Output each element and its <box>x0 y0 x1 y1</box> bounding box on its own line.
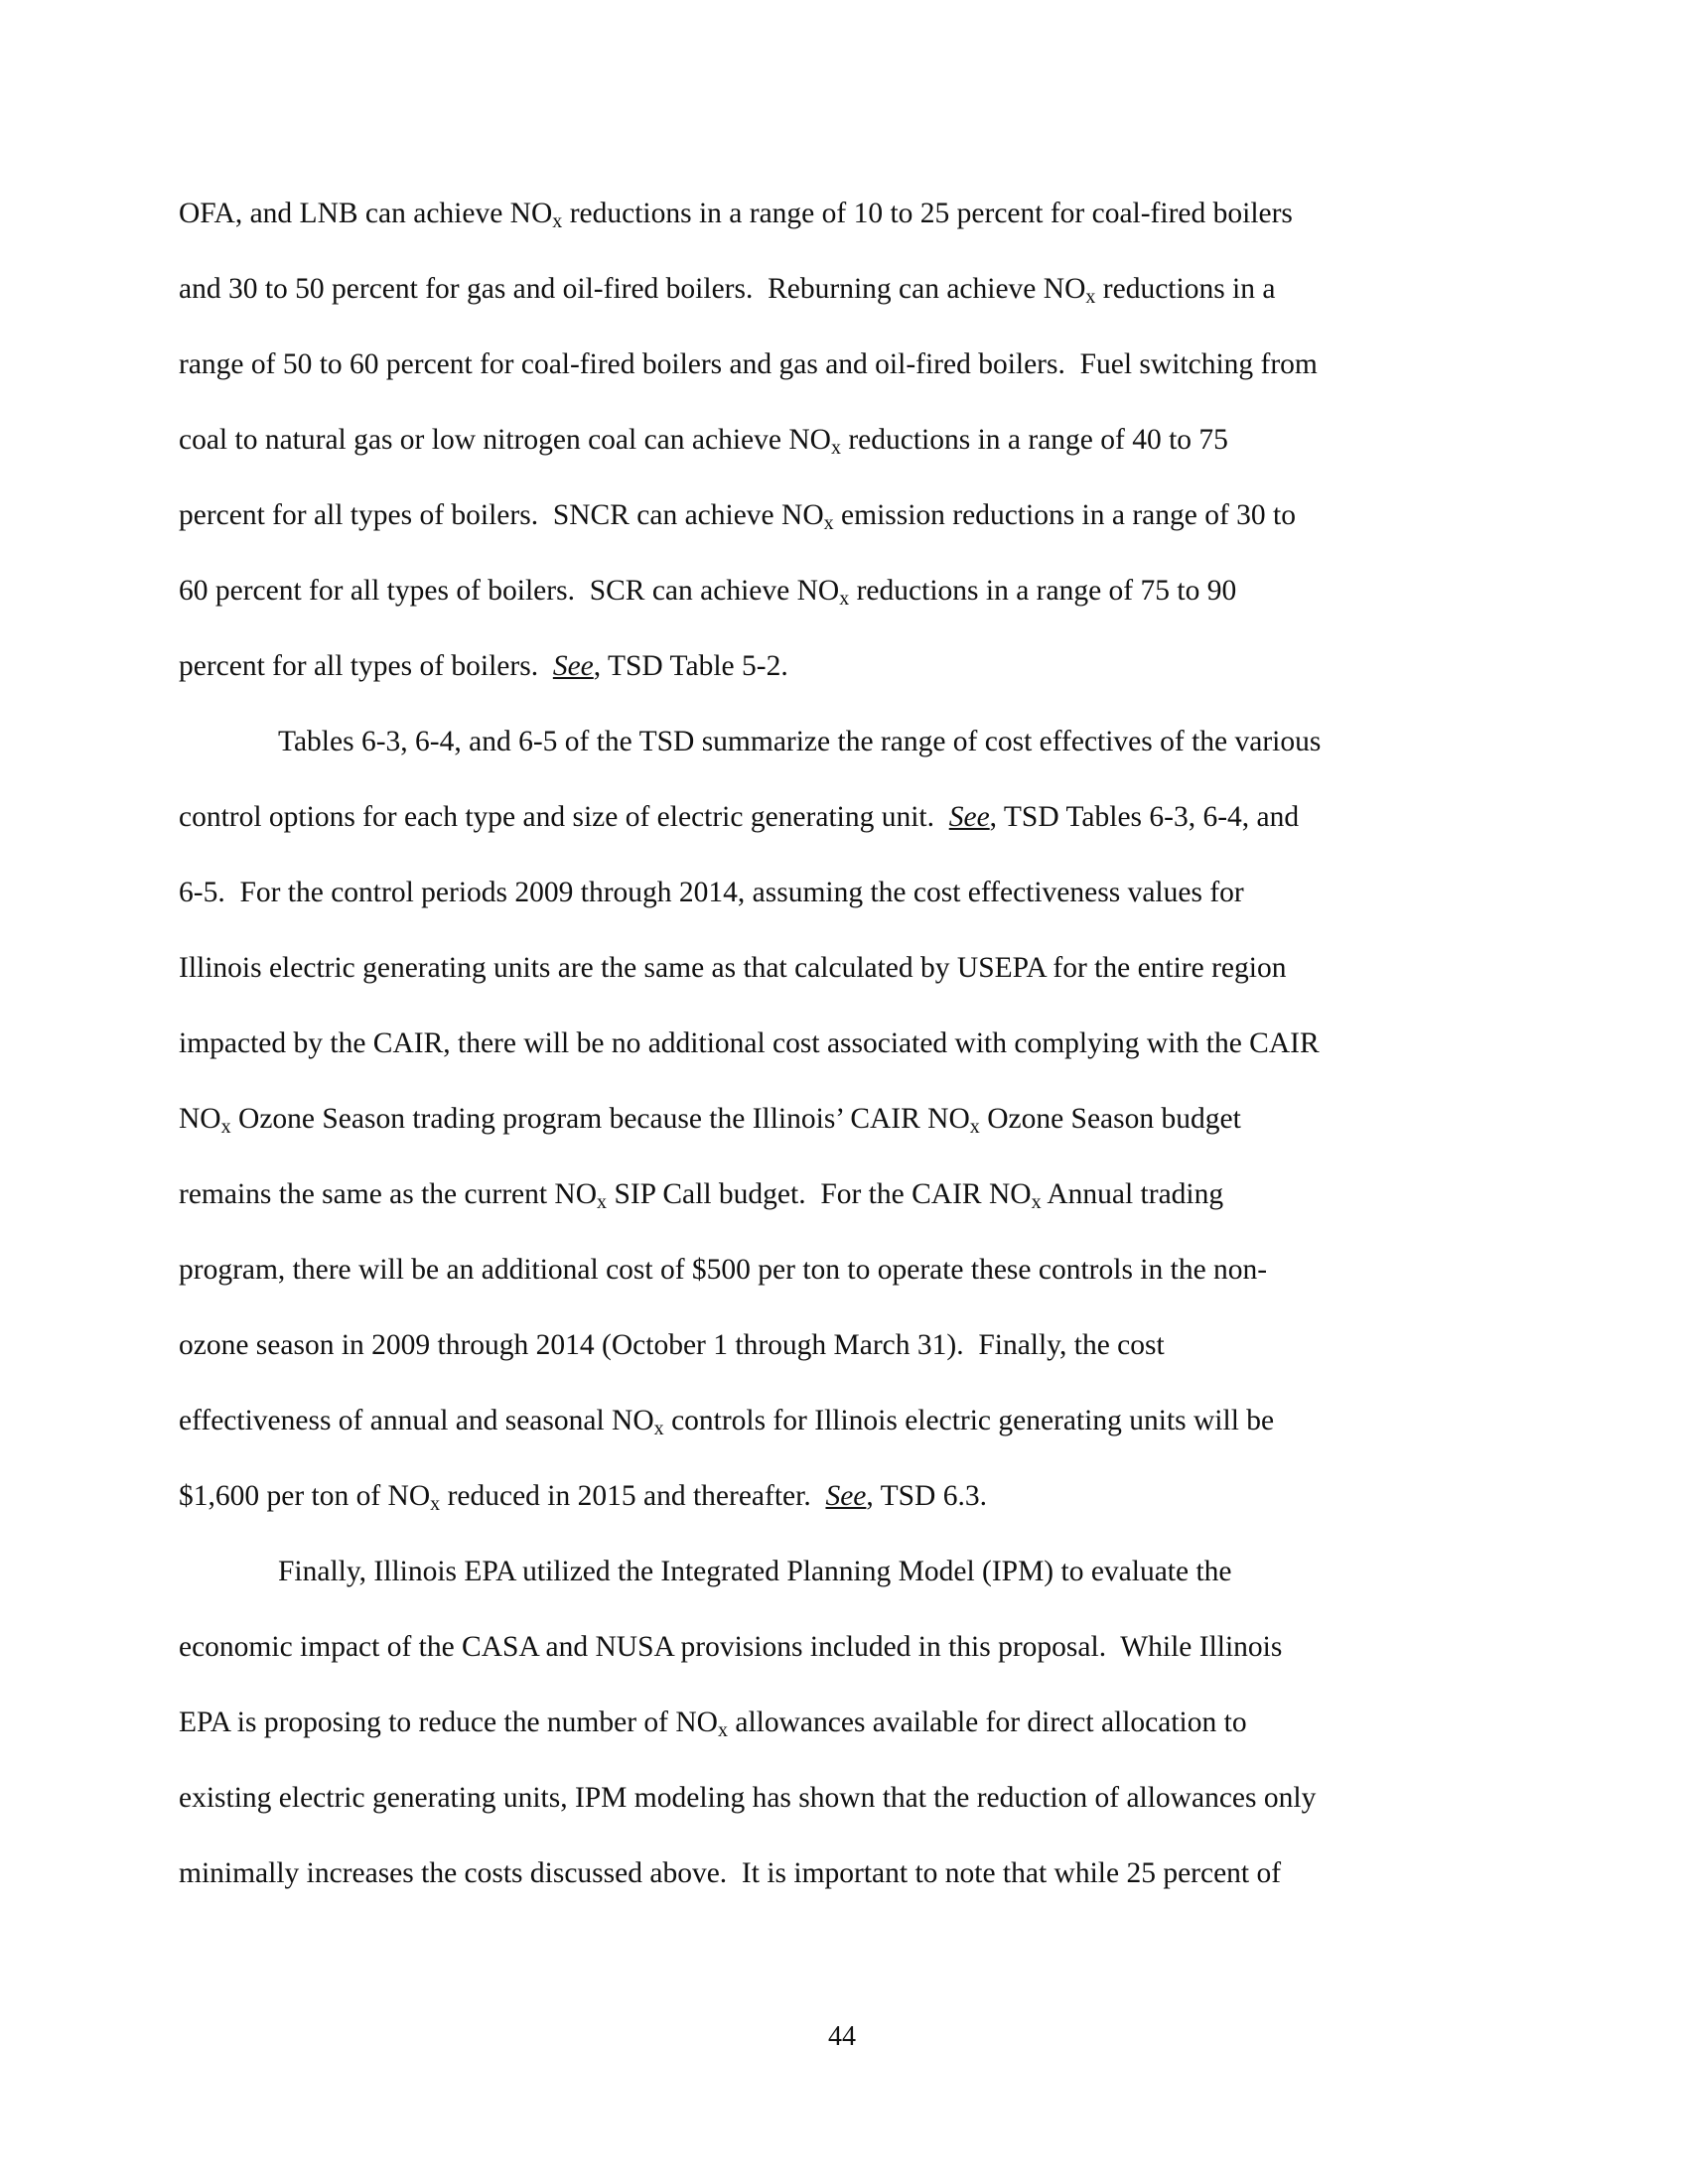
see-citation: See <box>825 1480 867 1512</box>
paragraph-1 <box>179 186 1440 714</box>
line: program, there will be an additional cost of $500 per ton to operate these controls in the non- <box>179 1254 1268 1286</box>
line: percent for all types of boilers. SNCR can achieve $NO_x$ emission reductions in a range of 30 to <box>179 499 1297 534</box>
line: control options for each type and size of electric generating unit. See, TSD Tables 6-3, 6-4, and <box>179 801 1300 833</box>
line: economic impact of the CASA and NUSA provisions included in this proposal. While Illinois <box>179 1631 1283 1663</box>
line: and 30 to 50 percent for gas and oil-fired boilers. Reburning can achieve $NO_x$ reductions in a <box>179 273 1276 308</box>
see-citation: See <box>948 801 990 833</box>
line: impacted by the CAIR, there will be no additional cost associated with complying with the CAIR <box>179 1027 1320 1059</box>
page-number: 44 <box>828 2021 856 2052</box>
line: effectiveness of annual and seasonal $NO_x$ controls for Illinois electric generating units will be <box>179 1405 1275 1439</box>
paragraph-2 <box>179 714 1440 1544</box>
line: minimally increases the costs discussed above. It is important to note that while 25 percent of <box>179 1857 1282 1889</box>
line: coal to natural gas or low nitrogen coal can achieve $NO_x$ reductions in a range of 40 to 75 <box>179 424 1228 459</box>
line: 60 percent for all types of boilers. SCR can achieve $NO_x$ reductions in a range of 75 to 90 <box>179 575 1237 610</box>
line: $NO_x$ Ozone Season trading program because the Illinois’ CAIR $NO_x$ Ozone Season budget <box>179 1103 1241 1138</box>
line: percent for all types of boilers. See, TSD Table 5-2. <box>179 650 788 682</box>
line: 6-5. For the control periods 2009 through 2014, assuming the cost effectiveness values for <box>179 877 1244 908</box>
see-citation: See <box>552 650 594 682</box>
line: Tables 6-3, 6-4, and 6-5 of the TSD summarize the range of cost effectives of the various <box>278 726 1322 757</box>
line: remains the same as the current $NO_x$ SIP Call budget. For the CAIR $NO_x$ Annual trading <box>179 1178 1224 1213</box>
line: OFA, and LNB can achieve $NO_x$ reductions in a range of 10 to 25 percent for coal-fired boilers <box>179 198 1293 232</box>
line: EPA is proposing to reduce the number of $NO_x$ allowances available for direct allocation to <box>179 1706 1247 1741</box>
line: existing electric generating units, IPM modeling has shown that the reduction of allowances only <box>179 1782 1317 1814</box>
line: Illinois electric generating units are the same as that calculated by USEPA for the entire region <box>179 952 1287 984</box>
line: $1,600 per ton of $NO_x$ reduced in 2015 and thereafter. See, TSD 6.3. <box>179 1480 987 1515</box>
line: Finally, Illinois EPA utilized the Integrated Planning Model (IPM) to evaluate the <box>278 1556 1232 1587</box>
line: ozone season in 2009 through 2014 (October 1 through March 31). Finally, the cost <box>179 1329 1165 1361</box>
paragraph-3 <box>179 1544 1440 1921</box>
line: range of 50 to 60 percent for coal-fired boilers and gas and oil-fired boilers. Fuel switching from <box>179 348 1318 380</box>
